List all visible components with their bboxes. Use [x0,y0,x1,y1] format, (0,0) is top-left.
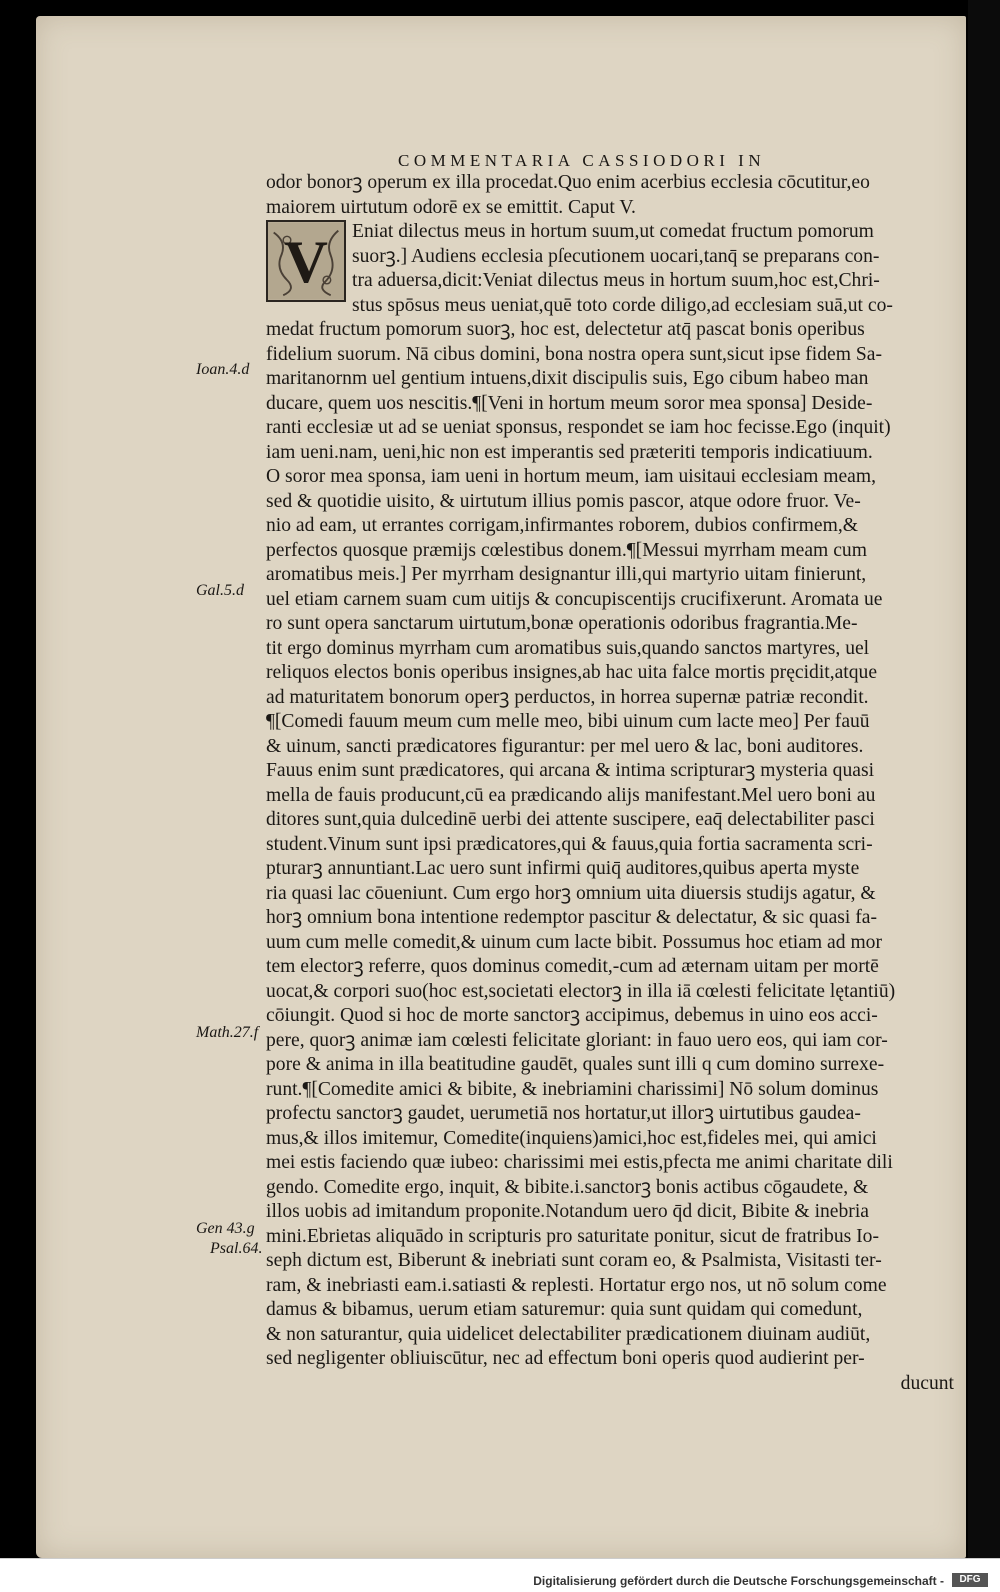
body-text [266,171,974,1396]
text-line: ria quasi lac cōueniunt. Cum ergo horꝫ omnium uita diuersis studijs agatur, & [266,882,876,904]
text-line: ¶[Comedi fauum meum cum melle meo, bibi uinum cum lacte meo] Per fauū [266,711,870,732]
text-line: maritanornm uel gentium intuens,dixit discipulis suis, Ego cibum habeo man [266,368,869,389]
text-line: seph dictum est, Biberunt & inebriati sunt coram eo, & Psalmista, Visitasti ter- [266,1250,882,1271]
text-line: ducare, quem uos nescitis.¶[Veni in hortum meum soror mea sponsa] Deside- [266,392,873,414]
text-line: uel etiam carnem suam cum uitijs & concupiscentijs crucifixerunt. Aromata ue [266,588,883,610]
text-line: mella de fauis producunt,cū ea prædicando alijs manifestant.Mel uero boni au [266,784,876,806]
marginal-note: Gen 43.g [196,1220,255,1237]
text-line: mei estis faciendo quæ iubeo: charissimi mei estis,pfecta me animi charitate dili [266,1152,893,1173]
text-line: fidelium suorum. Nā cibus domini, bona nostra opera sunt,sicut ipse fidem Sa- [266,343,883,365]
text-line: mus,& illos imitemur, Comedite(inquiens)amici,hoc est,fideles mei, qui amici [266,1127,877,1149]
running-head: COMMENTARIA CASSIODORI IN [398,151,766,170]
text-line: tit ergo dominus myrrham cum aromatibus suis,quando sanctos martyres, uel [266,637,870,659]
text-line: illos uobis ad imitandum proponite.Notandum uero q̄d dicit, Bibite & inebria [266,1201,869,1222]
text-line: & uinum, sancti prædicatores figurantur: per mel uero & lac, boni auditores. [266,735,864,757]
text-line: sed & quotidie uisito, & uirtutum illius pomis pascor, atque odore fruor. Ve- [266,490,861,512]
text-line: Eniat dilectus meus in hortum suum,ut comedat fructum pomorum [352,221,874,242]
text-line: & non saturantur, quia uidelicet delectabiliter prædicationem diuinam audiūt, [266,1323,871,1345]
text-line: ditores sunt,quia dulcedinē uerbi dei attente suscipere, eaq̄ delectabiliter pasci [266,809,875,830]
text-line: perfectos quosque præmijs cœlestibus donem.¶[Messui myrrham meam cum [266,539,867,561]
text-line: O soror mea sponsa, iam ueni in hortum meum, iam uisitaui ecclesiam meam, [266,466,876,487]
text-line: uocat,& corpori suo(hoc est,societati electorꝫ in illa iā cœlesti felicitate lętantiū) [266,980,896,1002]
text-line: damus & bibamus, uerum etiam saturemur: quia sunt quidam qui comedunt, [266,1299,863,1320]
text-line: cōiungit. Quod si hoc de morte sanctorꝫ accipimus, debemus in uino eos acci- [266,1005,878,1026]
text-line: tem electorꝫ referre, quos dominus comedit,-cum ad æternam uitam per mortē [266,956,879,977]
text-line: mini.Ebrietas aliquādo in scripturis pro saturitate ponitur, sicut de fratribus Io- [266,1225,880,1247]
text-line: horꝫ omnium bona intentione redemptor pascitur & delectatur, & sic quasi fa- [266,907,878,928]
text-line: student.Vinum sunt ipsi prædicatores,qui & fauus,quia fortia sacramenta scri- [266,833,873,855]
text-line: sed negligenter obliuiscūtur, nec ad effectum boni operis quod audierint per- [266,1348,865,1369]
text-line: pturarꝫ annuntiant.Lac uero sunt infirmi quiq̄ auditores,quibus aperta myste [266,858,860,879]
text-line: gendo. Comedite ergo, inquit, & bibite.i.sanctorꝫ bonis actibus cōgaudete, & [266,1176,869,1198]
text-line: suorꝫ.] Audiens ecclesia pſecutionem uocari,tanq̄ se preparans con- [352,245,880,267]
text-line: ram, & inebriasti eam.i.satiasti & replesti. Hortatur ergo nos, ut nō solum come [266,1274,887,1296]
marginal-note: Gal.5.d [196,582,244,599]
text-line: nio ad eam, ut errantes corrigam,infirmantes roborem, dubios confirmem,& [266,515,858,536]
dfg-logo-icon: DFG [952,1573,988,1587]
text-line: profectu sanctorꝫ gaudet, uerumetiā nos hortatur,ut illorꝫ uirtutibus gaudea- [266,1103,861,1124]
catchword: ducunt [900,1372,954,1394]
initial-letter-glyph: V [284,228,328,296]
text-line: stus spōsus meus ueniat,quē toto corde diligo,ad ecclesiam suā,ut co- [352,294,893,316]
marginal-note: Psal.64. [210,1240,263,1257]
text-line: medat fructum pomorum suorꝫ, hoc est, delectetur atq̄ pascat bonis operibus [266,319,865,340]
marginal-note: Math.27.f [196,1024,259,1041]
text-line: pore & anima in illa beatitudine gaudēt, quales sunt illi q cum domino surrexe- [266,1054,885,1075]
marginal-note: Ioan.4.d [196,361,250,378]
text-line: ad maturitatem bonorum operꝫ perductos, in horrea supernæ patriæ recondit. [266,686,869,708]
text-line: iam ueni.nam, ueni,hic non est imperantis sed præteriti temporis indicatiuum. [266,441,873,463]
text-line: ranti ecclesiæ ut ad se ueniat sponsus, respondet se iam hoc fecisse.Ego (inquit) [266,417,891,438]
text-line: uum cum melle comedit,& uinum cum lacte bibit. Possumus hoc etiam ad mor [266,931,883,953]
text-line: maiorem uirtutum odorē ex se emittit. Caput V. [266,196,636,218]
text-line: tra aduersa,dicit:Veniat dilectus meus in hortum suum,hoc est,Chri- [352,270,880,291]
text-line: pere, quorꝫ animæ iam cœlesti felicitate gloriant: in fauo uero eos, qui iam cor- [266,1029,888,1051]
funding-credit: Digitalisierung gefördert durch die Deutsche Forschungsgemeinschaft - [533,1574,944,1588]
text-line: aromatibus meis.] Per myrrham designantur illi,qui martyrio uitam finierunt, [266,564,867,585]
text-line: Fauus enim sunt prædicatores, qui arcana & intima scripturarꝫ mysteria quasi [266,760,875,781]
text-line: ro sunt opera sanctarum uirtutum,bonæ operationis odoribus fragrantia.Me- [266,613,858,634]
text-line: runt.¶[Comedite amici & bibite, & inebriamini charissimi] Nō solum dominus [266,1078,879,1100]
text-line: reliquos electos bonis operibus insignes,ab hac uita falce mortis pręcidit,atque [266,662,878,683]
text-line: odor bonorꝫ operum ex illa procedat.Quo enim acerbius ecclesia cōcutitur,eo [266,172,870,193]
